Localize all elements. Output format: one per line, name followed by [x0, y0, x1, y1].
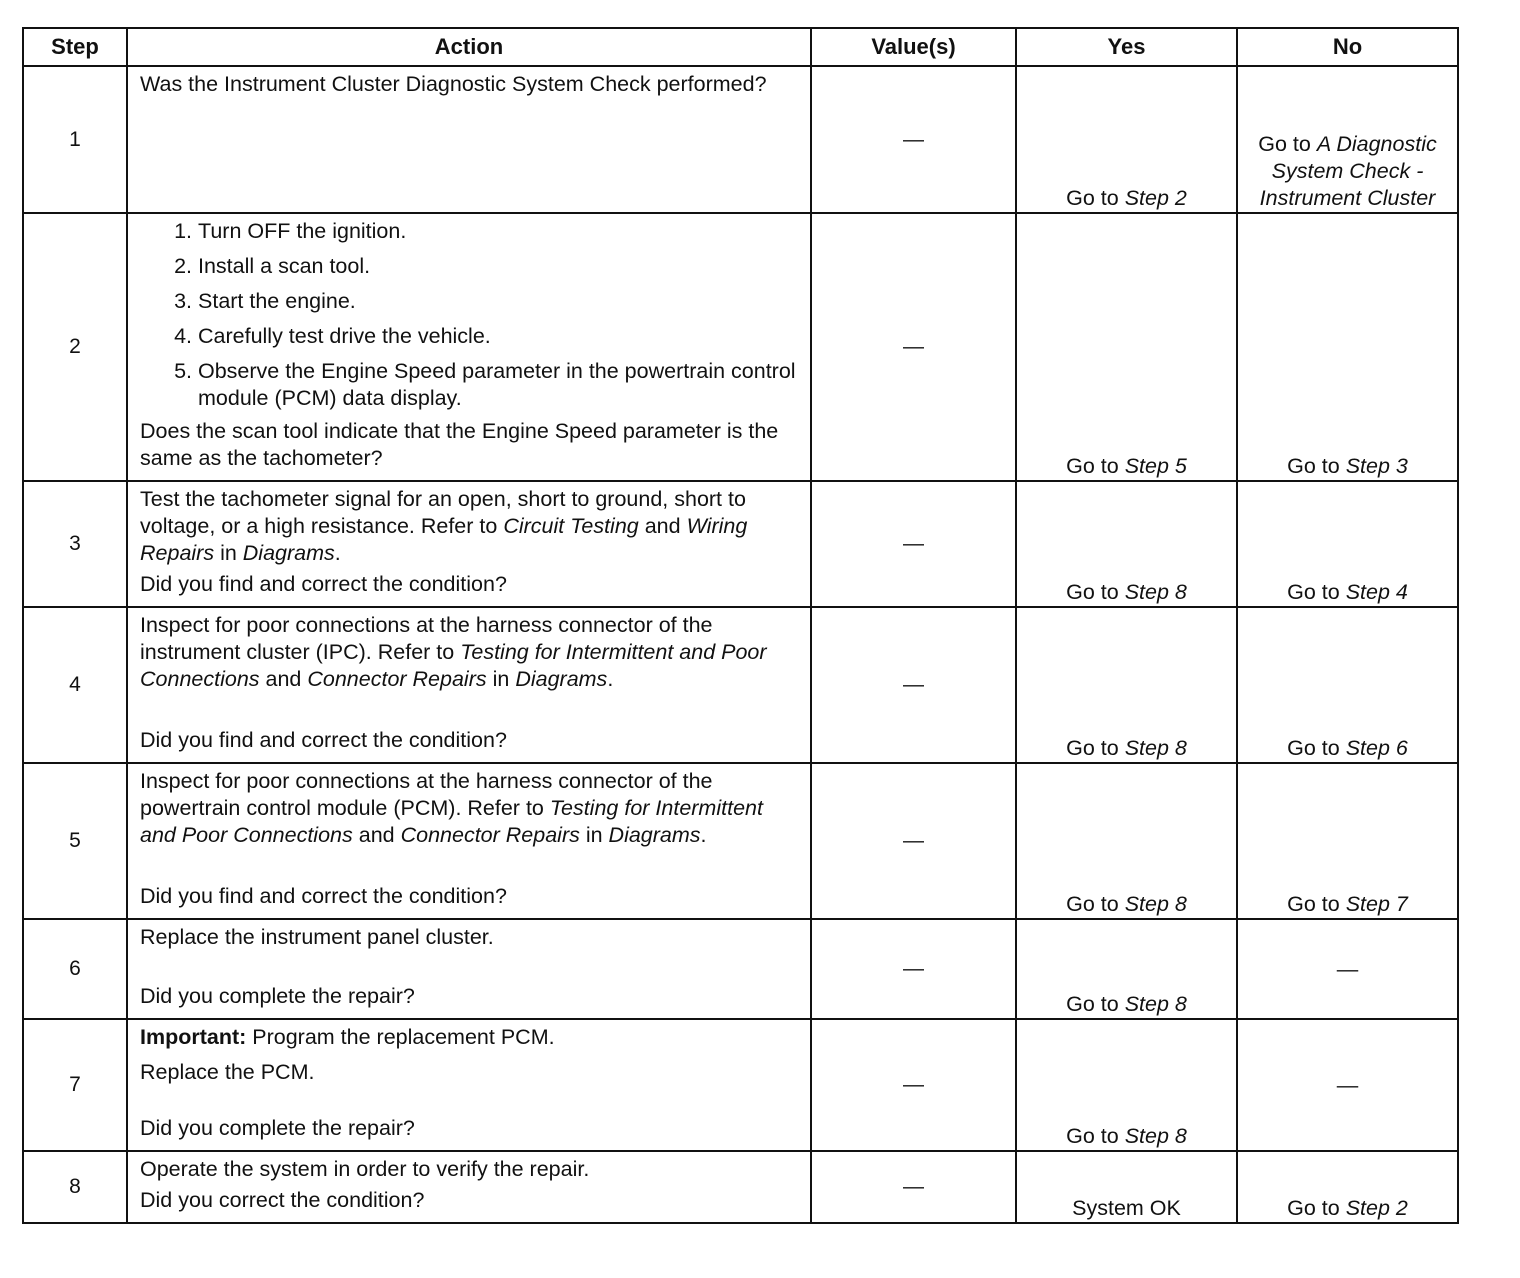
table-row: [23, 1019, 1458, 1151]
no-prefix: Go to: [1287, 580, 1346, 604]
step-number: 7: [23, 1019, 127, 1151]
yes-link[interactable]: Step 8: [1124, 1124, 1187, 1148]
yes-cell: [1016, 607, 1237, 763]
no-cell: [1237, 66, 1458, 213]
action-cell: [127, 481, 811, 607]
action-text-part: and: [259, 667, 308, 691]
no-prefix: Go to: [1287, 892, 1346, 916]
yes-link[interactable]: Step 8: [1124, 892, 1187, 916]
no-link[interactable]: Step 6: [1345, 736, 1408, 760]
action-text-part: .: [334, 541, 341, 565]
no-prefix: Go to: [1287, 1196, 1346, 1220]
header-row: [23, 28, 1458, 66]
action-cell: [127, 919, 811, 1019]
action-cell: [127, 1019, 811, 1151]
yes-cell: [1016, 763, 1237, 919]
table-row: [23, 481, 1458, 607]
header-yes: Yes: [1016, 28, 1237, 66]
important-label: Important:: [140, 1025, 247, 1049]
header-step: Step: [23, 28, 127, 66]
yes-prefix: Go to: [1066, 580, 1125, 604]
action-cell: [127, 1151, 811, 1223]
reference-link[interactable]: Connector Repairs: [400, 823, 580, 847]
action-text-part: .: [700, 823, 707, 847]
action-cell: [127, 607, 811, 763]
yes-cell: [1016, 1019, 1237, 1151]
yes-prefix: Go to: [1066, 454, 1125, 478]
action-step-item: 3. Start the engine.: [198, 288, 798, 315]
action-text-part: and: [638, 514, 687, 538]
yes-prefix: Go to: [1066, 992, 1125, 1016]
action-text-part: Inspect for poor connections at the harness connector of the instrument cluster (IPC). Refer to: [140, 613, 713, 664]
step-number: 1: [23, 66, 127, 213]
values-cell: —: [811, 919, 1016, 1019]
yes-cell: [1016, 919, 1237, 1019]
no-cell: [1237, 763, 1458, 919]
action-question: Did you find and correct the condition?: [140, 728, 507, 752]
yes-prefix: Go to: [1066, 1124, 1125, 1148]
action-text: Replace the PCM.: [140, 1060, 315, 1084]
table-row: [23, 66, 1458, 213]
no-link[interactable]: A Diagnostic System Check - Instrument Cluster: [1259, 132, 1437, 210]
values-cell: —: [811, 66, 1016, 213]
no-link[interactable]: Step 3: [1345, 454, 1408, 478]
action-question: Does the scan tool indicate that the Engine Speed parameter is the same as the tachometer?: [140, 419, 779, 470]
action-text: [128, 764, 810, 849]
values-cell: —: [811, 1019, 1016, 1151]
header-action: Action: [127, 28, 811, 66]
no-link[interactable]: Step 2: [1345, 1196, 1408, 1220]
action-text-part: Inspect for poor connections at the harness connector of the powertrain control module (PCM). Refer to: [140, 769, 713, 820]
values-cell: —: [811, 763, 1016, 919]
no-prefix: Go to: [1258, 132, 1317, 156]
reference-link[interactable]: Diagrams: [242, 541, 335, 565]
values-cell: —: [811, 607, 1016, 763]
action-text-part: .: [607, 667, 614, 691]
no-cell: [1237, 1151, 1458, 1223]
no-prefix: Go to: [1287, 736, 1346, 760]
reference-link[interactable]: Connector Repairs: [307, 667, 487, 691]
action-question: Did you correct the condition?: [140, 1188, 425, 1212]
action-step-item: 2. Install a scan tool.: [198, 253, 798, 280]
values-cell: —: [811, 1151, 1016, 1223]
step-number: 8: [23, 1151, 127, 1223]
action-steps-list: [128, 214, 810, 412]
no-link[interactable]: Step 7: [1345, 892, 1408, 916]
table-row: [23, 919, 1458, 1019]
table-row: [23, 1151, 1458, 1223]
action-text-part: in: [486, 667, 516, 691]
yes-prefix: Go to: [1066, 186, 1125, 210]
yes-link[interactable]: Step 8: [1124, 580, 1187, 604]
yes-cell: [1016, 481, 1237, 607]
action-question: Did you find and correct the condition?: [140, 572, 507, 596]
values-cell: —: [811, 481, 1016, 607]
yes-prefix: Go to: [1066, 736, 1125, 760]
yes-link[interactable]: Step 8: [1124, 992, 1187, 1016]
yes-link[interactable]: Step 2: [1124, 186, 1187, 210]
no-link[interactable]: Step 4: [1345, 580, 1408, 604]
important-text: Program the replacement PCM.: [246, 1025, 555, 1049]
table-row: [23, 763, 1458, 919]
diagnostic-table: [22, 27, 1459, 1224]
step-number: 3: [23, 481, 127, 607]
reference-link[interactable]: Testing for Intermittent and Poor Connections: [140, 796, 763, 847]
table-row: [23, 607, 1458, 763]
action-cell: [127, 763, 811, 919]
reference-link[interactable]: Diagrams: [608, 823, 701, 847]
action-text-part: and: [352, 823, 401, 847]
action-text: [128, 482, 810, 567]
step-number: 6: [23, 919, 127, 1019]
no-cell: —: [1237, 919, 1458, 1019]
reference-link[interactable]: Diagrams: [515, 667, 608, 691]
reference-link[interactable]: Wiring Repairs: [140, 514, 748, 565]
action-question: Did you complete the repair?: [140, 1116, 415, 1140]
action-text: Was the Instrument Cluster Diagnostic System Check performed?: [140, 72, 767, 96]
no-prefix: Go to: [1287, 454, 1346, 478]
table-row: [23, 213, 1458, 481]
action-cell: [127, 213, 811, 481]
action-text: Operate the system in order to verify the repair.: [140, 1157, 590, 1181]
yes-link[interactable]: Step 8: [1124, 736, 1187, 760]
step-number: 2: [23, 213, 127, 481]
action-text-part: in: [579, 823, 609, 847]
yes-prefix: Go to: [1066, 892, 1125, 916]
action-text-part: in: [214, 541, 243, 565]
action-step-item: 5. Observe the Engine Speed parameter in the powertrain control module (PCM) data display.: [198, 358, 798, 412]
action-text: [128, 608, 810, 693]
step-number: 4: [23, 607, 127, 763]
action-question: Did you find and correct the condition?: [140, 884, 507, 908]
action-text: Replace the instrument panel cluster.: [140, 925, 494, 949]
step-number: 5: [23, 763, 127, 919]
yes-cell: [1016, 66, 1237, 213]
yes-link[interactable]: Step 5: [1124, 454, 1187, 478]
yes-cell: System OK: [1016, 1151, 1237, 1223]
no-cell: [1237, 607, 1458, 763]
no-cell: [1237, 213, 1458, 481]
action-text-part: Test the tachometer signal for an open, short to ground, short to voltage, or a high resistance. Refer to: [140, 487, 746, 538]
reference-link[interactable]: Circuit Testing: [503, 514, 639, 538]
important-note: [128, 1020, 810, 1051]
action-step-item: 1. Turn OFF the ignition.: [198, 218, 798, 245]
no-cell: —: [1237, 1019, 1458, 1151]
no-cell: [1237, 481, 1458, 607]
action-step-item: 4. Carefully test drive the vehicle.: [198, 323, 798, 350]
reference-link[interactable]: Testing for Intermittent and Poor Connections: [140, 640, 767, 691]
header-no: No: [1237, 28, 1458, 66]
header-values: Value(s): [811, 28, 1016, 66]
action-cell: [127, 66, 811, 213]
action-question: Did you complete the repair?: [140, 984, 415, 1008]
yes-cell: [1016, 213, 1237, 481]
values-cell: —: [811, 213, 1016, 481]
